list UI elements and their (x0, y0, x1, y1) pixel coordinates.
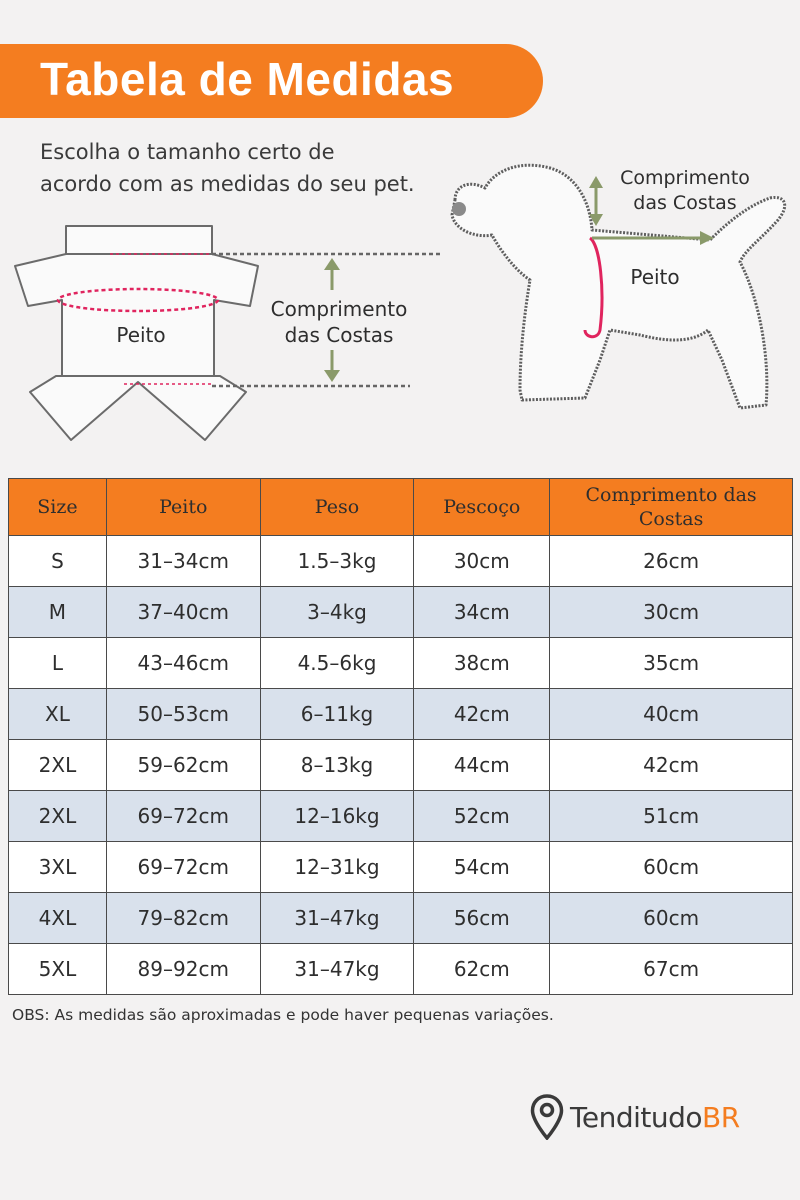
cell-weight: 31–47kg (260, 893, 414, 944)
cell-neck: 38cm (414, 638, 550, 689)
garment-length-label-line-1: Comprimento (270, 297, 408, 321)
cell-chest: 31–34cm (106, 536, 260, 587)
cell-back-length: 60cm (550, 842, 793, 893)
dog-nose-icon (452, 202, 466, 216)
cell-size: M (9, 587, 107, 638)
cell-back-length: 40cm (550, 689, 793, 740)
cell-chest: 89–92cm (106, 944, 260, 995)
table-row (9, 689, 793, 740)
cell-back-length: 42cm (550, 740, 793, 791)
dog-length-label (600, 166, 770, 216)
location-pin-icon (530, 1094, 564, 1140)
cell-chest: 50–53cm (106, 689, 260, 740)
cell-size: S (9, 536, 107, 587)
header-back-length: Comprimento das Costas (550, 479, 793, 536)
cell-chest: 69–72cm (106, 791, 260, 842)
garment-chest-label: Peito (116, 323, 166, 347)
intro-line-1: Escolha o tamanho certo de (40, 140, 335, 164)
cell-size: 3XL (9, 842, 107, 893)
page-title: Tabela de Medidas (40, 53, 455, 105)
cell-back-length: 60cm (550, 893, 793, 944)
table-header-row (9, 479, 793, 536)
garment-length-label-line-2: das Costas (284, 323, 394, 347)
cell-weight: 12–31kg (260, 842, 414, 893)
cell-size: XL (9, 689, 107, 740)
cell-weight: 6–11kg (260, 689, 414, 740)
dog-chest-label: Peito (630, 265, 680, 289)
cell-neck: 52cm (414, 791, 550, 842)
header-size: Size (9, 479, 107, 536)
table-row (9, 638, 793, 689)
cell-weight: 8–13kg (260, 740, 414, 791)
cell-weight: 3–4kg (260, 587, 414, 638)
size-table (8, 478, 793, 995)
header-weight: Peso (260, 479, 414, 536)
table-row (9, 944, 793, 995)
cell-neck: 56cm (414, 893, 550, 944)
cell-neck: 54cm (414, 842, 550, 893)
cell-back-length: 67cm (550, 944, 793, 995)
header-neck: Pescoço (414, 479, 550, 536)
cell-back-length: 30cm (550, 587, 793, 638)
cell-weight: 4.5–6kg (260, 638, 414, 689)
cell-size: 2XL (9, 740, 107, 791)
table-row (9, 842, 793, 893)
cell-neck: 62cm (414, 944, 550, 995)
cell-weight: 12–16kg (260, 791, 414, 842)
cell-size: L (9, 638, 107, 689)
cell-chest: 69–72cm (106, 842, 260, 893)
cell-chest: 43–46cm (106, 638, 260, 689)
header-chest: Peito (106, 479, 260, 536)
brand-name-accent: BR (702, 1100, 740, 1134)
dog-length-label-line-1: Comprimento (620, 167, 750, 189)
cell-chest: 59–62cm (106, 740, 260, 791)
brand-name-main: Tenditudo (570, 1100, 702, 1134)
table-row (9, 791, 793, 842)
cell-back-length: 35cm (550, 638, 793, 689)
cell-weight: 1.5–3kg (260, 536, 414, 587)
table-row (9, 740, 793, 791)
footnote: OBS: As medidas são aproximadas e pode haver pequenas variações. (12, 1006, 554, 1024)
dog-length-label-line-2: das Costas (633, 192, 737, 214)
intro-line-2: acordo com as medidas do seu pet. (40, 172, 415, 196)
cell-size: 5XL (9, 944, 107, 995)
table-row (9, 536, 793, 587)
table-row (9, 587, 793, 638)
measurement-diagrams (0, 0, 800, 470)
cell-weight: 31–47kg (260, 944, 414, 995)
cell-chest: 79–82cm (106, 893, 260, 944)
cell-neck: 42cm (414, 689, 550, 740)
cell-neck: 44cm (414, 740, 550, 791)
brand-logo (530, 1092, 740, 1142)
brand-name (570, 1101, 740, 1134)
cell-size: 4XL (9, 893, 107, 944)
cell-neck: 34cm (414, 587, 550, 638)
cell-size: 2XL (9, 791, 107, 842)
garment-length-label (244, 296, 434, 348)
table-row (9, 893, 793, 944)
cell-back-length: 51cm (550, 791, 793, 842)
cell-chest: 37–40cm (106, 587, 260, 638)
cell-back-length: 26cm (550, 536, 793, 587)
cell-neck: 30cm (414, 536, 550, 587)
